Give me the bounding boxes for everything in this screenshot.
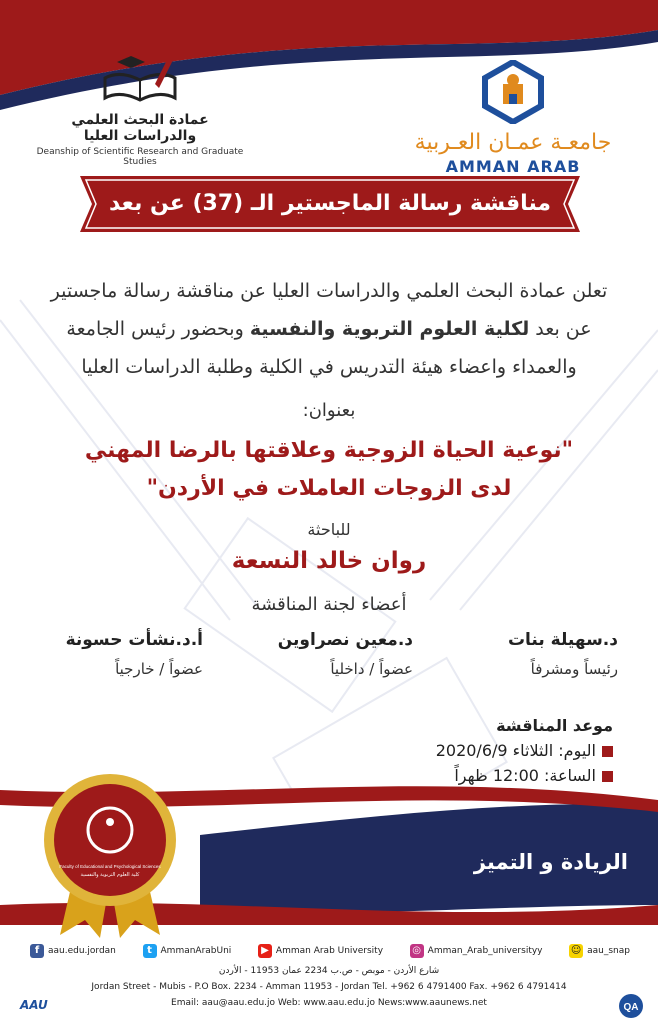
committee-member — [243, 630, 413, 678]
university-name-ar: جامعـة عمـان العـربية — [414, 130, 612, 155]
deanship-name-en: Deanship of Scientific Research and Graduate Studies — [36, 147, 244, 167]
announcement-line-1: تعلن عمادة البحث العلمي والدراسات العليا عن مناقشة رسالة ماجستير — [50, 280, 608, 302]
thesis-title-line-2: لدى الزوجات العاملات في الأردن" — [146, 476, 512, 501]
social-label: aau_snap — [587, 946, 630, 956]
member-name: د.معين نصراوين — [277, 630, 413, 650]
snapchat-icon: ☺ — [570, 945, 582, 956]
twitter-icon: t — [143, 944, 157, 958]
qa-logo-text: QA — [623, 1002, 639, 1013]
committee-member — [448, 630, 618, 678]
member-role: رئيساً ومشرفاً — [530, 660, 618, 678]
banner-title: مناقشة رسالة الماجستير الـ (37) عن بعد — [108, 191, 552, 216]
researcher-name: روان خالد النسعة — [231, 548, 427, 574]
bullet-square-icon — [602, 746, 613, 757]
youtube-icon: ▶ — [258, 944, 272, 958]
social-links — [30, 944, 630, 958]
announcement-line-2 — [30, 318, 628, 340]
schedule-day — [353, 741, 613, 760]
member-name: د.سهيلة بنات — [507, 630, 618, 650]
thesis-label: بعنوان: — [302, 400, 356, 421]
member-name: أ.د.نشأت حسونة — [65, 630, 203, 650]
footer-contact: Email: aau@aau.edu.jo Web: www.aau.edu.jo News:www.aaunews.net — [171, 998, 487, 1008]
deanship-name-ar: عمادة البحث العلمي والدراسات العليا — [71, 112, 209, 144]
footer-address-ar: شارع الأردن - موبص - ص.ب 2234 عمان 11953 - الأردن — [218, 966, 440, 976]
slogan: الريادة و التميز — [473, 850, 628, 874]
schedule-day-text: اليوم: الثلاثاء 2020/6/9 — [435, 741, 596, 760]
announcement-line-2-suffix: وبحضور رئيس الجامعة — [66, 318, 250, 340]
faculty-name: لكلية العلوم التربوية والنفسية — [249, 318, 530, 340]
social-facebook[interactable] — [30, 944, 116, 958]
schedule-title: موعد المناقشة — [496, 716, 613, 735]
facebook-icon: f — [30, 944, 44, 958]
social-twitter[interactable] — [143, 944, 232, 958]
social-snapchat[interactable] — [569, 944, 630, 958]
qa-logo-icon — [618, 993, 644, 1019]
footer-address-en: Jordan Street - Mubis - P.O Box. 2234 - Amman 11953 - Jordan Tel. +962 6 4791400 Fax. +962 6 4791414 — [91, 982, 567, 992]
announcement-line-2-prefix: عن بعد — [529, 318, 592, 340]
social-label: Amman_Arab_universityy — [427, 946, 543, 956]
social-label: AmmanArabUni — [160, 946, 232, 956]
committee-label: أعضاء لجنة المناقشة — [251, 594, 407, 615]
researcher-label: للباحثة — [307, 520, 351, 539]
member-role: عضواً / داخلياً — [330, 660, 413, 678]
faculty-badge-icon — [40, 770, 180, 940]
open-book-icon — [95, 48, 185, 108]
thesis-title-line-1: "نوعية الحياة الزوجية وعلاقتها بالرضا المهني — [84, 438, 574, 463]
instagram-icon: ◎ — [410, 944, 424, 958]
svg-text:كلية العلوم التربوية والنفسية: كلية العلوم التربوية والنفسية — [80, 872, 140, 878]
schedule-time — [353, 766, 613, 785]
schedule — [353, 716, 613, 785]
committee-member — [33, 630, 203, 678]
social-label: Amman Arab University — [275, 946, 384, 956]
university-emblem-icon — [481, 60, 545, 124]
social-instagram[interactable] — [410, 944, 543, 958]
aau-logo: AAU — [20, 998, 48, 1012]
social-youtube[interactable] — [258, 944, 383, 958]
schedule-time-text: الساعة: 12:00 ظهراً — [454, 766, 596, 785]
svg-text:Faculty of Educational and Psy: Faculty of Educational and Psychological Sciences — [59, 864, 161, 869]
member-role: عضواً / خارجياً — [115, 660, 203, 678]
bullet-square-icon — [602, 771, 613, 782]
announcement-line-3: والعمداء واعضاء هيئة التدريس في الكلية وطلبة الدراسات العليا — [81, 356, 577, 378]
social-label: aau.edu.jordan — [48, 946, 116, 956]
university-name-en: AMMAN ARAB — [445, 157, 581, 176]
deanship-logo — [35, 48, 245, 167]
